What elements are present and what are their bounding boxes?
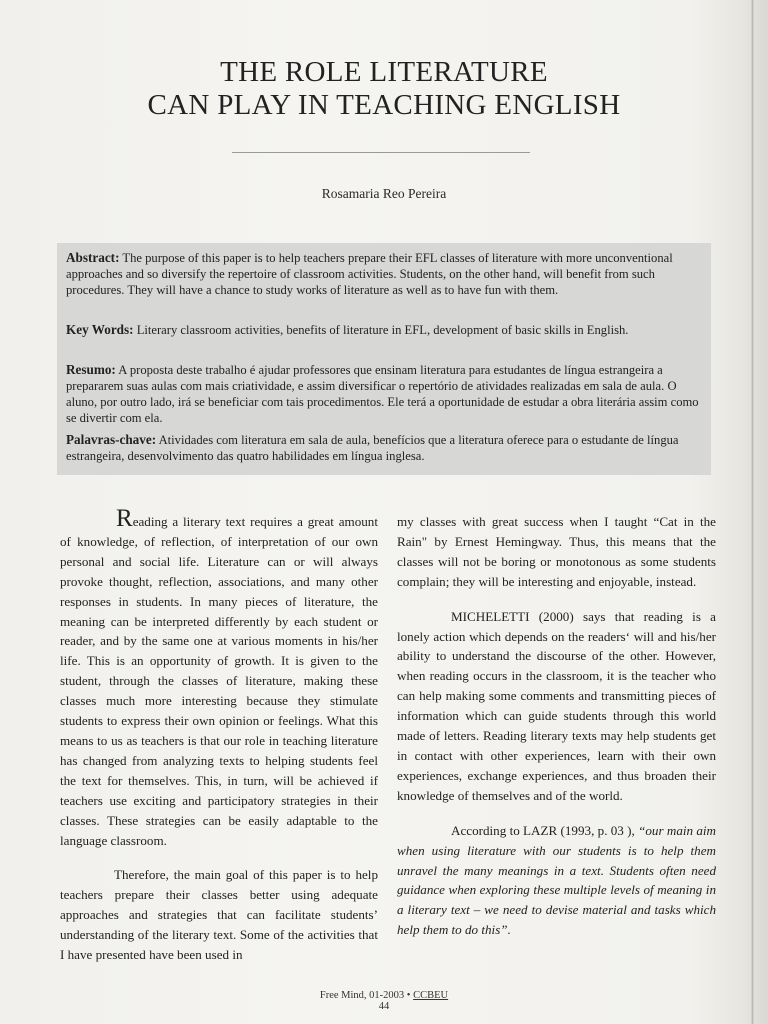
keywords-paragraph [66,322,706,338]
palavras-chave-text: Atividades com literatura em sala de aula, benefícios que a literatura oferece para o estudante de língua estrangeira, desenvolvimento das quatro habilidades em língua inglesa. [66,433,679,463]
page-number: 44 [378,1001,390,1012]
keywords-text: Literary classroom activities, benefits of literature in EFL, development of basic skills in English. [136,323,629,337]
resumo-text: A proposta deste trabalho é ajudar professores que ensinam literatura para estudantes de língua estrangeira a prepararem suas aulas com mais criatividade, e assim diversificar o repertório de atividades realizadas em sala de aula. O aluno, por outro lado, irá se beneficiar com tais procedimentos. Ele terá a oportunidade de estudar a obra literária assim como se divertir com ela. [66,363,699,425]
body-paragraph-4: MICHELETTI (2000) says that reading is a lonely action which depends on the readers‘ will and his/her ability to understand the discourse of the other. However, when reading occurs in the classroom, it is the teacher who can help making some comments and transmitting pieces of information which can guide students through this world made of letters. Reading literary texts may help students get in contact with other experiences, learn with their own experiences, exchange experiences, and thus broaden their knowledge of themselves and of the world. [397,608,716,803]
title-divider [232,152,530,153]
journal-name: Free Mind, 01-2003 • [319,990,414,1001]
body-paragraph-2: Therefore, the main goal of this paper is to help teachers prepare their classes better using adequate approaches and strategies that can facilitate students’ understanding of the literary text. Some of the activities that I have presented have been used in [60,867,378,963]
abstract-text: The purpose of this paper is to help teachers prepare their EFL classes of literature with more unconventional approaches and so diversify the repertoire of classroom activities. Students, on the other hand, will benefit from such procedures. They will have a chance to study works of literature as well as to have fun with them. [66,251,673,297]
keywords-label: Key Words: [66,322,134,337]
body-paragraph-3: my classes with great success when I taught “Cat in the Rain" by Ernest Hemingway. Thus, this means that the classes will not be boring or monotonous as some students complain; they will be interesting and enjoyable, instead. [397,514,716,589]
left-column [60,505,378,965]
abstract-label: Abstract: [66,250,120,265]
binding-shadow [751,0,754,1024]
page-footer [0,990,768,1012]
resumo-label: Resumo: [66,362,116,377]
palavras-chave-label: Palavras-chave: [66,432,157,447]
author-name: Rosamaria Reo Pereira [321,186,447,201]
palavras-chave-paragraph [66,432,706,464]
publisher-name: CCBEU [413,990,449,1001]
resumo-paragraph [66,362,706,426]
citation-intro: According to LAZR (1993, p. 03 ), [451,822,639,838]
body-paragraph-1-text: eading a literary text requires a great amount of knowledge, of reflection, of interpretation of our own personal and social life. Literature can or will always provoke thought, reflection, associations, and many other responses in students. In many pieces of literature, the meaning can be interpreted differently by each student or reader, and by the same one at various moments in his/her life. This is an opportunity of growth. It is given to the student, through the classes of literature, making these classes much more interesting because they stimulate students to express their own opinion or feelings. What this means to us as teachers is that our role in teaching literature has changed from analyzing texts to helping students feel the text for themselves. This, in turn, will be achieved if teachers use exciting and participatory strategies in their classes. These strategies can be easily adaptable to the language classroom. [60,514,378,848]
right-column [397,512,716,940]
abstract-paragraph [66,250,706,298]
article-title [0,56,768,122]
title-line-1: THE ROLE LITERATURE [220,56,548,88]
title-line-2: CAN PLAY IN TEACHING ENGLISH [147,89,621,121]
block-quote: “our main aim when using literature with our students is to help them unravel the many meanings in a text. Students often need guidance when exploring these multiple levels of meaning in a literary text – we need to devise material and tasks which help them to do this”. [397,822,716,938]
body-paragraph-1 [60,505,378,850]
body-paragraph-5 [397,821,716,940]
footer-journal-line [0,990,768,1001]
drop-cap: R [116,505,133,532]
